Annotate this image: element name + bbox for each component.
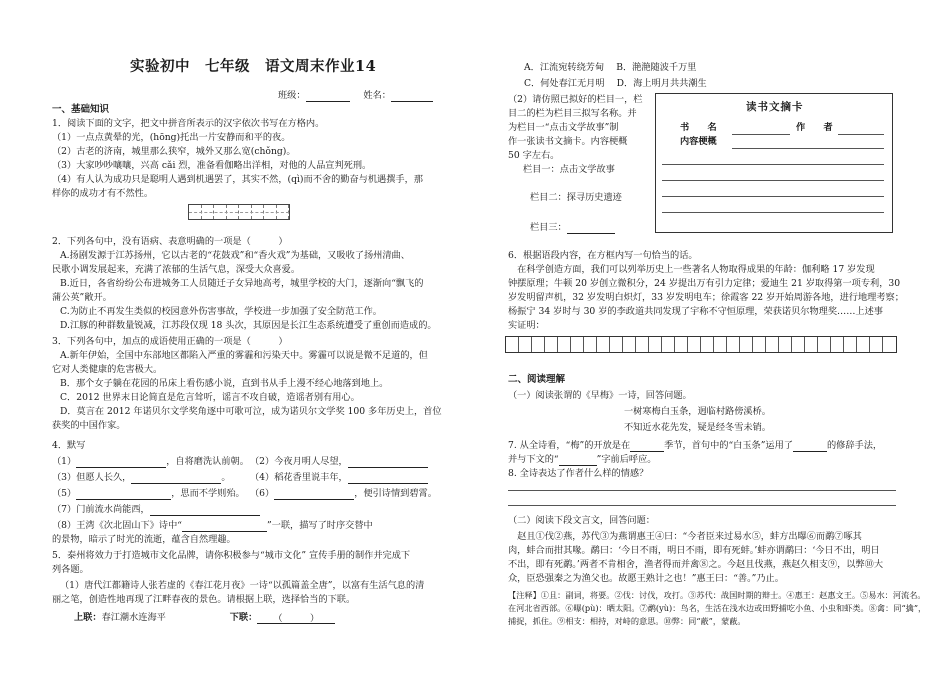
q4-stem: 4．默写 [52, 440, 86, 451]
q3-line: 获奖的中国作家。 [52, 420, 126, 431]
q3-line: 它对人类健康的危害极大。 [52, 364, 163, 375]
q2-stem: 2．下列各句中，没有语病、表意明确的一项是（ ） [52, 236, 288, 247]
q5-2-line: 作一张读书文摘卡。内容梗概 [508, 136, 628, 147]
q1-line: （2）古老的济南，城里那么狭窄，城外又那么宽(chǒng)。 [52, 146, 296, 157]
q3-stem: 3．下列各句中，加点的成语使用正确的一项是（ ） [52, 336, 288, 347]
q8-answer-line[interactable] [508, 490, 896, 491]
q6-line: 在科学创造方面，我们可以列举历史上一些著名人物取得成果的年龄：伽利略 17 岁发现 [508, 264, 875, 275]
reading-card [655, 93, 893, 233]
q1-line: （3）大家吵吵嚷嚷，兴高 cǎi 烈，准备看伽略出洋相，对他的人品宣判死刑。 [52, 160, 372, 171]
class-label: 班级： [278, 90, 306, 101]
column-one: 栏目一：点击文学故事 [523, 164, 615, 175]
q4-item-2: （2）今夜月明人尽望， [250, 456, 428, 468]
q2-option-a: A.扬剧发源于江苏扬州，它以古老的“花鼓戏”和“香火戏”为基础，又吸收了扬州清曲、 [60, 250, 410, 261]
classical-line: 不出，即有死鹬。’两者不肯相舍，渔者得而并禽⑧之。今赵且伐燕，燕赵久相支⑨，以弊⑩大 [508, 559, 884, 570]
classical-line: 众，臣恐强秦之为渔父也。故愿王熟计之也！”惠王曰：“善。”乃止。 [508, 573, 784, 584]
q4-item-1: （1） ，自将磨洗认前朝。 [52, 456, 249, 467]
card-line[interactable] [662, 196, 884, 197]
q4-item-8-cont: 的景物，暗示了时光的流逝，蕴含自然理趣。 [52, 534, 236, 545]
card-book-label: 书 名 [680, 122, 717, 133]
column-three-blank[interactable] [567, 223, 615, 234]
lower-answer[interactable]: （ ） [257, 613, 335, 624]
part1-stem: （一）阅读张谓的《早梅》一诗，回答问题。 [508, 390, 692, 401]
q5-options-ab: A．江流宛转绕芳甸 B．滟滟随波千万里 [524, 62, 697, 73]
name-blank[interactable] [391, 91, 433, 102]
classical-line: 肉，蚌合而拑其喙。鹬曰：‘今日不雨，明日不雨，即有死蚌。’蚌亦谓鹬曰：‘今日不出，明日 [508, 545, 880, 556]
q2-option-d: D.江豚的种群数量锐减，江苏段仅现 18 头次，其原因是长江生态系统遭受了重创而造成的。 [60, 320, 437, 331]
card-line[interactable] [662, 180, 884, 181]
q1-line: （1）一点点黄晕的光，(hōng)托出一片安静而和平的夜。 [52, 132, 291, 143]
column-two: 栏目二：探寻历史遗迹 [530, 192, 622, 203]
couplet-row [74, 612, 335, 624]
classical-line: 赵且①伐②燕，苏代③为燕谓惠王④曰：“今者臣来过易水⑤，蚌方出曝⑥而鹬⑦啄其 [508, 531, 862, 542]
q6-answer-boxes[interactable] [505, 336, 897, 353]
q3-option-d: D．莫言在 2012 年诺贝尔文学奖角逐中可歌可泣，成为诺贝尔文学奖 100 多年历史上，首位 [60, 406, 442, 417]
q2-option-b: B.近日，各省纷纷公布进城务工人员随迁子女异地高考，城里学校的大门，逐渐向“飘飞的 [60, 278, 424, 289]
q2-option-c: C.为防止不再发生类似的校园意外伤害事故，学校进一步加强了安全防范工作。 [60, 306, 382, 317]
q5-line: 丽之笔，创造性地再现了江畔春夜的景色。请根据上联，选择恰当的下联。 [52, 594, 356, 605]
class-blank[interactable] [306, 91, 350, 102]
q3-option-b: B．那个女子躺在花园的吊床上看伤感小说，直到书从手上漫不经心地落到地上。 [60, 378, 389, 389]
card-line[interactable] [732, 148, 884, 149]
q5-2-line: 目二的栏为栏目三拟写名称。并 [508, 108, 637, 119]
q5-2-line: 为栏目一“点击文学故事”制 [508, 122, 619, 133]
q5-options-cd: C．何处春江无月明 D．海上明月共共潮生 [524, 78, 707, 89]
q3-option-c: C．2012 世界末日论简直是危言耸听，谣言不攻自破，造谣者别有用心。 [60, 392, 360, 403]
q4-item-8: （8）王湾《次北固山下》诗中“ ”一联，描写了时序交替中 [52, 520, 373, 531]
q8-answer-line[interactable] [508, 505, 896, 506]
card-title: 读书文摘卡 [746, 101, 804, 113]
q2-line: 民歌小调发展起来，充满了浓郁的生活气息，深受大众喜爱。 [52, 264, 301, 275]
q5-stem-cont: 列各题。 [52, 564, 89, 575]
q4-item-5: （5） ，思而不学则殆。 [52, 488, 245, 499]
q6-line: 实证明： [508, 320, 545, 331]
q4-item-4: （4）稻花香里说丰年， [250, 472, 428, 484]
q6-line: 钟摆原理；牛顿 20 岁创立微积分，24 岁提出万有引力定律；爱迪生 21 岁取得第一项专利，30 [508, 278, 901, 289]
section1-heading: 一、基础知识 [52, 104, 110, 115]
q4-item-7: （7）门前流水尚能西， [52, 504, 260, 516]
card-line[interactable] [662, 212, 884, 213]
q6-line: 杨振宁 34 岁时与 30 岁的李政道共同发现了宇称不守恒原理，荣获诺贝尔物理奖……上述事 [508, 306, 883, 317]
q6-stem: 6．根据语段内容，在方框内写一句恰当的话。 [508, 250, 698, 261]
notes-line: 捕捉，抓住。⑨相支：相持，对峙的意思。⑩弊：同“蔽”，蒙蔽。 [508, 616, 746, 626]
upper-text: 春江潮水连海平 [101, 612, 166, 623]
notes-line: 在河北省西部。⑥曝(pù)：晒太阳。⑦鹬(yù)：鸟名，生活在浅水边或田野捕吃小鱼、小虫和虾类。⑧禽：同“擒”， [508, 603, 927, 613]
card-line[interactable] [662, 164, 884, 165]
lower-label: 下联： [229, 612, 258, 623]
q1-stem: 1．阅读下面的文字，把文中拼音所表示的汉字依次书写在方格内。 [52, 118, 325, 129]
name-label: 姓名： [363, 90, 391, 101]
q1-line: （4）有人认为成功只是聪明人遇到机遇罢了，其实不然，(qì)而不舍的勤奋与机遇撰手，那 [52, 174, 423, 185]
q4-item-3: （3）但愿人长久， 。 [52, 472, 231, 483]
upper-label: 上联： [74, 612, 102, 623]
class-field [278, 90, 433, 102]
poem-line-2: 不知近水花先发，疑是经冬雪未销。 [624, 422, 771, 433]
card-book-line[interactable] [732, 134, 790, 135]
q6-line: 岁发明留声机，32 岁发明白炽灯，33 岁发明电车；徐霞客 22 岁开始周游各地，进行地理考察； [508, 292, 904, 303]
q2-line: 蒲公英”敞开。 [52, 292, 112, 303]
q4-item-6: （6） ，便引诗情到碧霄。 [250, 488, 437, 499]
column-three: 栏目三： [530, 222, 615, 234]
notes-line: 【注释】①且：副词，将要。②伐：讨伐，攻打。③苏代：战国时期的辩士。④惠王：赵惠文王。⑤易水：河流名。 [508, 590, 926, 600]
q5-line: （1）唐代江都籍诗人张若虚的《春江花月夜》一诗“以孤篇盖全唐”，以富有生活气息的清 [60, 580, 425, 591]
card-summary-label: 内容梗概 [680, 136, 717, 147]
page-title: 实验初中 七年级 语文周末作业14 [130, 58, 377, 75]
q5-stem: 5．泰州将效力于打造城市文化品牌，请你积极参与“城市文化” 宣传手册的制作并完成下 [52, 550, 411, 561]
q5-2-line: 50 字左右。 [508, 150, 560, 161]
card-author-label: 作 者 [796, 122, 833, 133]
card-author-line[interactable] [838, 134, 884, 135]
section2-heading: 二、阅读理解 [508, 374, 566, 385]
q1-line: 样你的成功才有不然性。 [52, 188, 154, 199]
poem-line-1: 一树寒梅白玉条，迥临村路傍溪桥。 [624, 406, 771, 417]
q7-line1: 7. 从全诗看，“梅”的开放是在 季节，首句中的“白玉条”运用了 的修辞手法， [508, 440, 883, 451]
q5-2-line: （2）请仿照已拟好的栏目一，栏 [508, 94, 643, 105]
q7-line2: 并与下文的“ ”字前后呼应。 [508, 454, 657, 465]
q8-stem: 8. 全诗表达了作者什么样的情感？ [508, 468, 649, 479]
part2-stem: （二）阅读下段文言文，回答问题： [508, 515, 655, 526]
q3-option-a: A.新年伊始，全国中东部地区都陷入严重的雾霾和污染天中。雾霾可以说是微不足道的，但 [60, 350, 428, 361]
answer-grid[interactable] [188, 204, 290, 220]
